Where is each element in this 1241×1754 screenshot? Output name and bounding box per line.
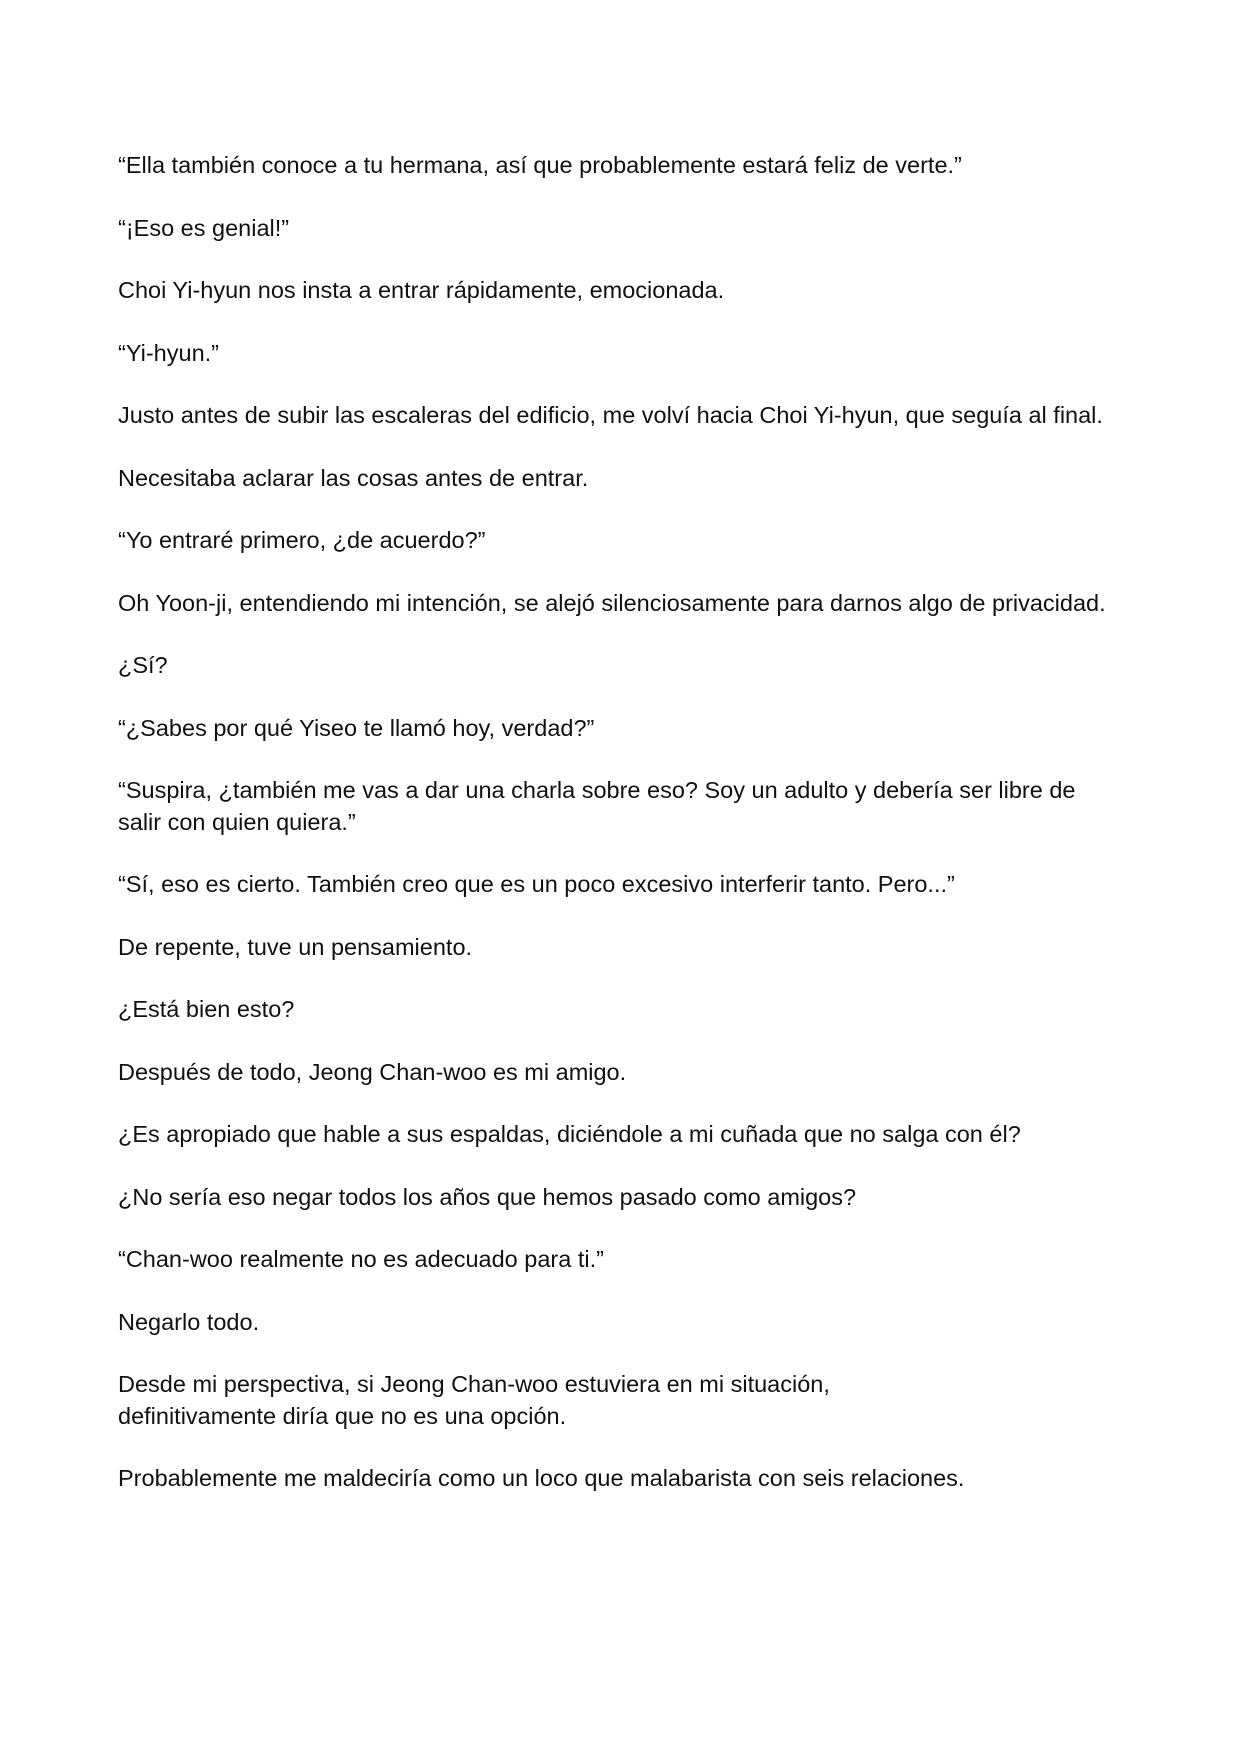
paragraph: ¿Está bien esto?	[118, 996, 295, 1022]
paragraph: Después de todo, Jeong Chan-woo es mi amigo.	[118, 1058, 627, 1085]
paragraph: Justo antes de subir las escaleras del edificio, me volví hacia Choi Yi-hyun, que seguía al final.	[118, 402, 1103, 428]
paragraph: ¿Sí?	[118, 652, 168, 678]
paragraph: Choi Yi-hyun nos insta a entrar rápidamente, emocionada.	[118, 277, 725, 303]
paragraph: “Sí, eso es cierto. También creo que es un poco excesivo interferir tanto. Pero...”	[118, 871, 955, 897]
paragraph: Necesitaba aclarar las cosas antes de entrar.	[118, 464, 589, 491]
paragraph: “Yi-hyun.”	[118, 339, 219, 366]
paragraph: “Yo entraré primero, ¿de acuerdo?”	[118, 527, 486, 553]
paragraph: “¿Sabes por qué Yiseo te llamó hoy, verdad?”	[118, 714, 595, 741]
paragraph: “Chan-woo realmente no es adecuado para ti.”	[118, 1246, 604, 1272]
paragraph: Probablemente me maldeciría como un loco que malabarista con seis relaciones.	[118, 1465, 965, 1491]
paragraph: “Ella también conoce a tu hermana, así que probablemente estará feliz de verte.”	[118, 152, 962, 178]
paragraph: “Suspira, ¿también me vas a dar una charla sobre eso? Soy un adulto y debería ser libre de salir con quien quiera.”	[118, 777, 1076, 835]
paragraph: ¿No sería eso negar todos los años que hemos pasado como amigos?	[118, 1183, 857, 1210]
paragraph: De repente, tuve un pensamiento.	[118, 933, 473, 960]
page-body	[118, 150, 1128, 1526]
paragraph: ¿Es apropiado que hable a sus espaldas, diciéndole a mi cuñada que no salga con él?	[118, 1121, 1021, 1147]
paragraph: Desde mi perspectiva, si Jeong Chan-woo estuviera en mi situación, definitivamente diría que no es una opción.	[118, 1371, 830, 1429]
paragraph: Negarlo todo.	[118, 1308, 260, 1335]
paragraph: Oh Yoon-ji, entendiendo mi intención, se alejó silenciosamente para darnos algo de privacidad.	[118, 589, 1106, 616]
paragraph: “¡Eso es genial!”	[118, 214, 290, 241]
